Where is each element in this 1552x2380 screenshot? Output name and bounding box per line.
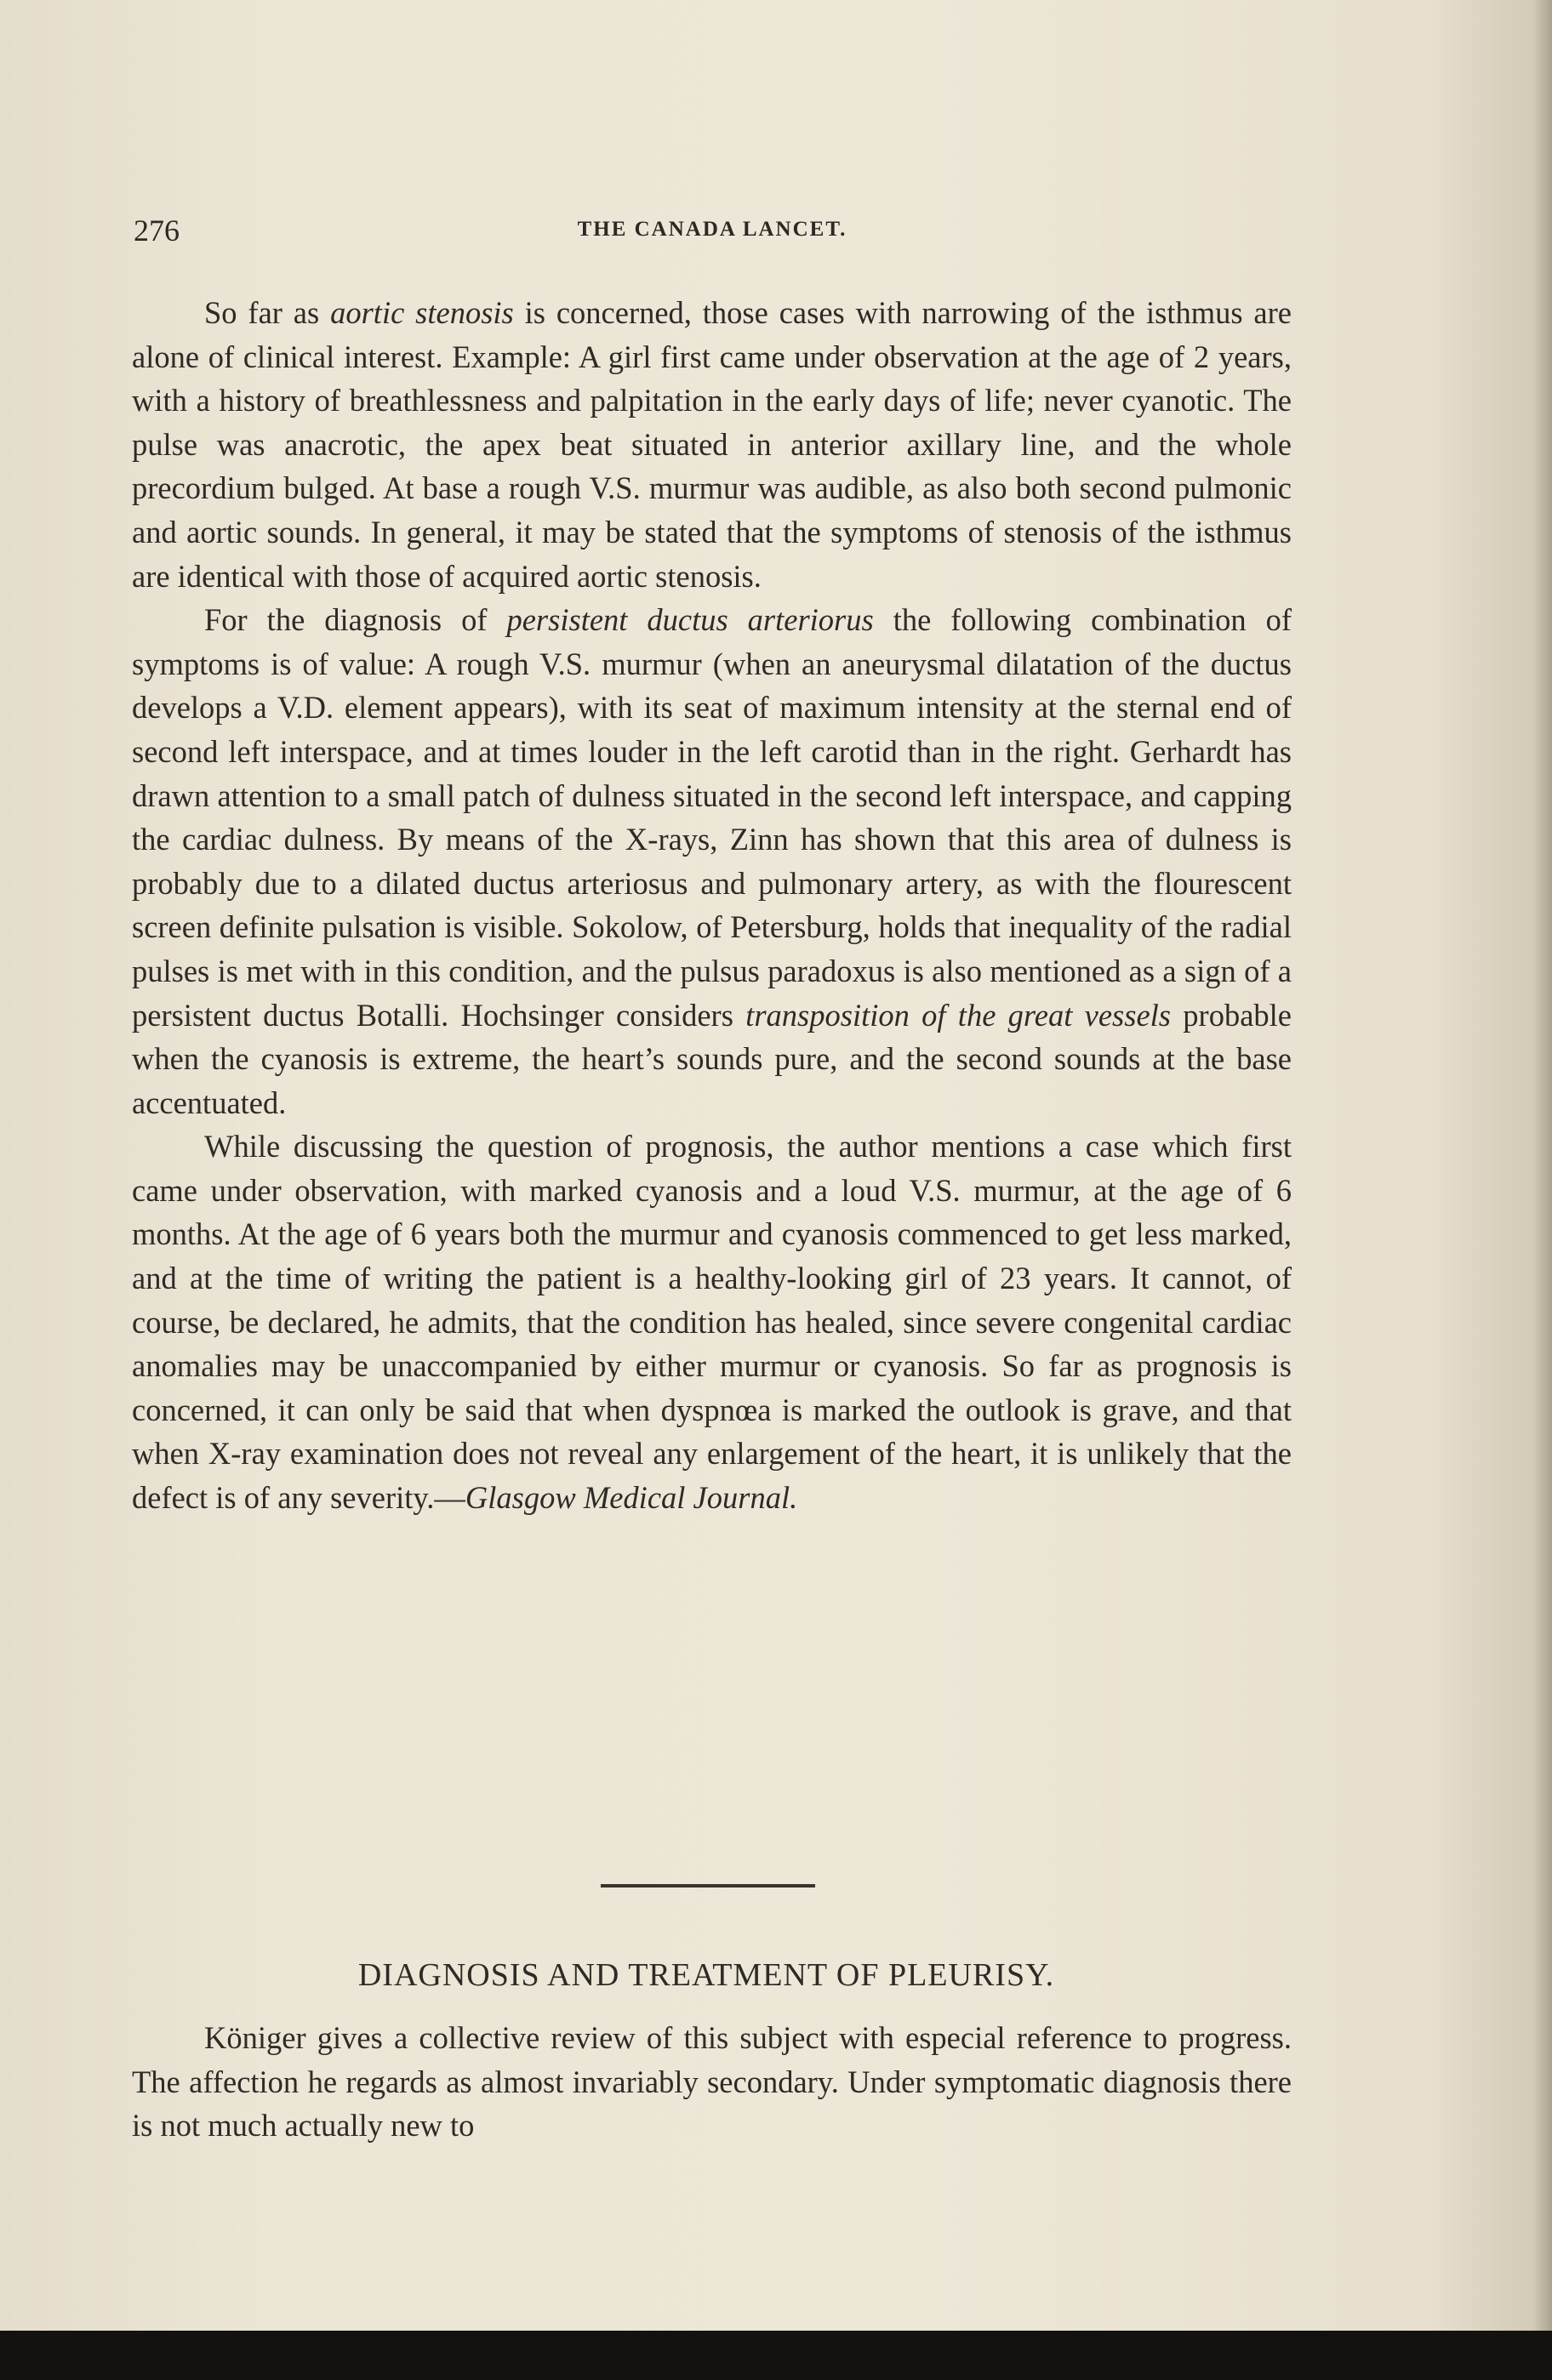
text-run: is concerned, those cases with narrowing of the isthmus are alone of clinical interest. Example: A girl first came under observation at the age of 2 years, with a history of breathlessness and palpitation in the early days of life; never cyanotic. The pulse was anacrotic, the apex beat situated in anterior axillary line, and the whole precordium bulged. At base a rough V.S. murmur was audible, as also both second pulmonic and aortic sounds. In general, it may be stated that the symptoms of stenosis of the isthmus are identical with those of acquired aortic stenosis. [132, 295, 1292, 594]
text-run: So far as [204, 295, 331, 330]
running-head: THE CANADA LANCET. [577, 218, 847, 241]
text-run: probable when the cyanosis is extreme, the heart’s sounds pure, and the second sounds at the base accentuated. [132, 997, 1292, 1120]
text-run: the following combination of symptoms is of value: A rough V.S. murmur (when an aneurysmal dilatation of the ductus develops a V.D. element appears), with its seat of maximum intensity at the sternal end of second left interspace, and at times louder in the left carotid than in the right. Gerhardt has drawn attention to a small patch of dulness situated in the second left interspace, and capping the cardiac dulness. By means of the X-rays, Zinn has shown that this area of dulness is probably due to a dilated ductus arteriosus and pulmonary artery, as with the flourescent screen definite pulsation is visible. Sokolow, of Petersburg, holds that inequality of the radial pulses is met with in this condition, and the pulsus paradoxus is also mentioned as a sign of a persistent ductus Botalli. Hochsinger considers [132, 602, 1292, 1033]
text-run: While discussing the question of prognosis, the author mentions a case which first came under observation, with marked cyanosis and a loud V.S. murmur, at the age of 6 months. At the age of 6 years both the murmur and cyanosis commenced to get less marked, and at the time of writing the patient is a healthy-looking girl of 23 years. It cannot, of course, be declared, he admits, that the condition has healed, since severe congenital cardiac anomalies may be unaccompanied by either murmur or cyanosis. So far as prognosis is concerned, it can only be said that when dyspnœa is marked the outlook is grave, and that when X-ray examination does not reveal any enlargement of the heart, it is unlikely that the defect is of any severity.— [132, 1129, 1292, 1516]
page-number: 276 [134, 214, 180, 248]
paragraph [132, 291, 1292, 598]
italic-term: transposition of the great vessels [745, 997, 1172, 1033]
text-run: For the diagnosis of [204, 602, 507, 638]
paragraph [132, 1125, 1292, 1519]
section-body [132, 2016, 1292, 2148]
citation: Glasgow Medical Journal. [465, 1480, 798, 1516]
page-edge-shadow [1533, 0, 1552, 2331]
article-body [132, 291, 1292, 1520]
section-divider [601, 1884, 815, 1887]
italic-term: persistent ductus arteriorus [506, 602, 874, 638]
paragraph: Königer gives a collective review of this subject with especial reference to progress. The affection he regards as almost invariably secondary. Under symptomatic diagnosis there is not much actually new to [132, 2020, 1292, 2144]
paragraph [132, 598, 1292, 1125]
section-title: DIAGNOSIS AND TREATMENT OF PLEURISY. [357, 1957, 1055, 1993]
page-header [134, 213, 1291, 247]
scan-bottom-edge [0, 2331, 1552, 2380]
italic-term: aortic stenosis [330, 295, 514, 330]
